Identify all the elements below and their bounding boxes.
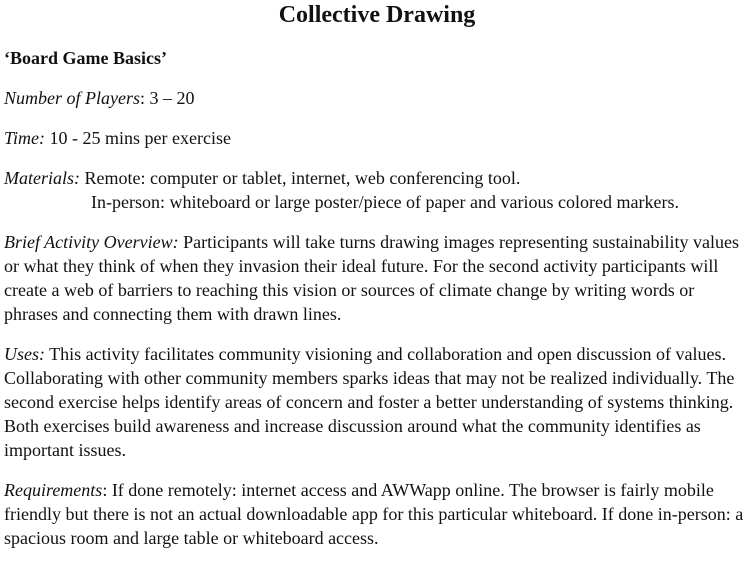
players-section [4, 86, 750, 110]
uses-text: This activity facilitates community visioning and collaboration and open discussion of values. Collaborating with other community members sparks ideas that may not be realized individually. The second exercise helps identify areas of concern and foster a better understanding of systems thinking. Both exercises build awareness and increase discussion around what the community identifies as important issues. [4, 344, 735, 460]
time-section [4, 126, 750, 150]
document-title: Collective Drawing [278, 2, 476, 28]
document-subtitle: ‘Board Game Basics’ [4, 48, 167, 68]
time-value: 10 - 25 mins per exercise [45, 128, 231, 148]
requirements-section [4, 478, 750, 550]
overview-section [4, 230, 750, 326]
uses-label: Uses: [4, 344, 45, 364]
materials-remote: Remote: computer or tablet, internet, web conferencing tool. [80, 168, 521, 188]
materials-label: Materials: [4, 168, 80, 188]
overview-label: Brief Activity Overview: [4, 232, 179, 252]
players-label: Number of Players [4, 88, 140, 108]
overview-text: Participants will take turns drawing images representing sustainability values or what they think of when they invasion their ideal future. For the second activity participants will create a web of barriers to reaching this vision or sources of climate change by writing words or phrases and connecting them with drawn lines. [4, 232, 739, 324]
materials-remote-line [4, 166, 750, 190]
materials-inperson: In-person: whiteboard or large poster/piece of paper and various colored markers. [91, 192, 679, 212]
materials-section [4, 166, 750, 214]
players-value: : 3 – 20 [139, 88, 195, 108]
uses-section [4, 342, 750, 462]
requirements-text: : If done remotely: internet access and AWWapp online. The browser is fairly mobile friendly but there is not an actual downloadable app for this particular whiteboard. If done in-person: a spacious room and large table or whiteboard access. [4, 480, 744, 548]
time-label: Time: [4, 128, 46, 148]
requirements-label: Requirements [4, 480, 103, 500]
